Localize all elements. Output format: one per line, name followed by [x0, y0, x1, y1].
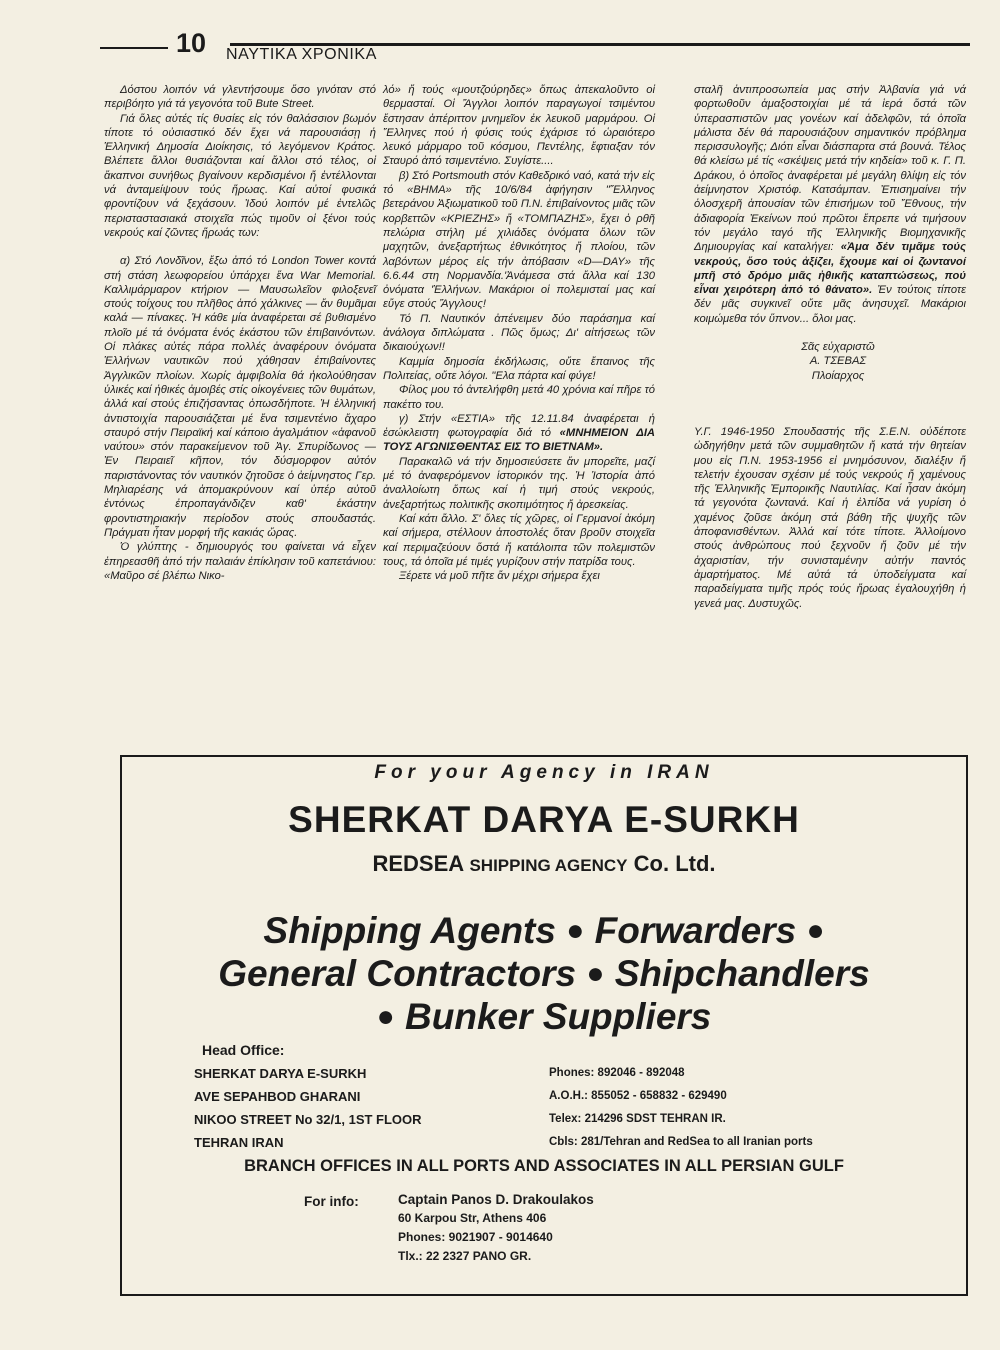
contact-line: Telex: 214296 SDST TEHRAN IR.	[549, 1113, 726, 1125]
paragraph-text: σταλῆ ἀντιπροσωπεία μας στήν Ἀλβανία γιά νά φορτωθοῦν ἁμαξοστοιχίαι μέ τά ἱερά ὅστά τῶν ὑπερασπιστῶν μας γονέων καί ἀδελφῶν, τά ὁποῖα μάλιστα δέν θά παρουσιάζουν σημαντικόν πρόβλημα περισσυλογῆς; Διότι εἶναι διάσπαρτα στά βουνά. Τέλος θά κλείσω μέ τίς «σκέψεις μετά τήν κηδεία» τοῦ κ. Γ. Π. Δράκου, ὁ ὁποῖος ἀναφέρεται μέ μεγάλη θλίψη εἰς τόν ἀείμνηστον Χριστόφ. Κατσάμπαν. Ἐπισημαίνει τήν ὁλοσχερῆ ἀπουσίαν τῶν ἐπισήμων τοῦ Ἔθνους, τήν ἀδιαφορία Ἐκείνων πού πρῶτοι ἔπρεπε νά τιμήσουν τόν μεγάλο ταγό τῆς Ἑλληνικῆς Βιομηχανικῆς Δημιουργίας καί καταλήγει:	[694, 84, 966, 254]
bullet-icon: ●	[806, 914, 825, 947]
address-line: NIKOO STREET No 32/1, 1ST FLOOR	[194, 1112, 422, 1127]
paragraph: β) Στό Portsmouth στόν Καθεδρικό ναό, κατά τήν εἰς τό «ΒΗΜΑ» τῆς 10/6/84 ἀφήγησιν "Ἕλληνος βετεράνου Ἀξιωματικοῦ τοῦ Π.Ν. ἐπιβαίνοντος μιᾶς τῶν κορβεττῶν «ΚΡΙΕΖΗΣ» ἤ «ΤΟΜΠΑΖΗΣ», ἔχει ὀ ρθῆ πελώρια στήλη μέ χιλιάδες ὀνόματα ὅλων τῶν μαχητῶν, ἀνεξαρτήτως ἐθνικότητος ἤ πλοίου, τῶν λαβόντων μέρος εἰς τήν ἀπόβασιν «D—DAY» τῆς 6.6.44 στη Νορμανδία.'Ἀνάμεσα στά ἄλλα καί 130 ὀνόματα 'Ἑλλήνων. Μακάριοι οἱ πολεμισταί μας καί εὔγε στούς Ἄγγλους!	[383, 169, 655, 311]
paragraph: Γιά ὅλες αὐτές τίς θυσίες εἰς τόν θαλάσσιον βωμόν τίποτε τό οὐσιαστικό δέν ἔχει νά παρουσιάσῃ ἡ Ἑλληνική Δημοσία Διοίκησις, τό λεγόμενον Κράτος. Βλέπετε ἄλλοι θυσιάζονται καί ἄλλοι στό τέλος, οἱ ἄκαπνοι συνήθως βγαίνουν κερδισμένοι ἤ ἐντέλλονται νά ἀνταμείψουν τούς ἥρωας. Καί αὐτοί φυσικά φροντίζουν νά ξεχάσουν. Ἰδού λοιπόν μέ ἐντελῶς περισταστασιακά στοιχεῖα πώς τιμοῦν οἱ ξένοι τούς νεκρούς καί ζῶντες ἥρωάς των:	[104, 112, 376, 239]
ad-branch-offices: BRANCH OFFICES IN ALL PORTS AND ASSOCIATES IN ALL PERSIAN GULF	[244, 1157, 844, 1175]
ad-contacts	[549, 1062, 813, 1154]
address-line: TEHRAN IRAN	[194, 1135, 284, 1150]
paragraph: λό» ἤ τούς «μουτζούρηδες» ὅπως ἀπεκαλοῦντο οἱ θερμασταί. Οἱ Ἄγγλοι λοιπόν παραγωγοί τσιμέντου ἔστησαν ἀπέριττον μνημεῖον ἐκ λευκοῦ μαρμάρου. Οἱ Ἕλληνες πού ἡ φύσις τούς ἐχάρισε τό ὡραιότερο λευκό μάρμαρο τοῦ κόσμου, Πεντέλης, ἔφτιαξαν τόν Σταυρό ἀπό τσιμεντένιο. Συγίστε....	[383, 84, 655, 168]
bold-title: «ΜΝΗΜΕΙΟΝ ΔΙΑ ΤΟΥΣ ΑΓΩΝΙΣΘΕΝΤΑΣ ΕΙΣ ΤΟ ΒΙΕΤΝΑΜ».	[383, 427, 656, 454]
paragraph: α) Στό Λονδῖνον, ἔξω ἀπό τό London Tower κοντά στή στάση λεωφορείου ὑπάρχει ἕνα War Memorial. Καλλιμάρμαρον κτήριον — Μαυσωλεῖον φιλοξενεῖ στούς τοίχους του πλῆθος ἀπό χάλκινες — ἄν θυμᾶμαι καλά — πίνακες. Ἡ κάθε μία ἀναφέρεται σέ βυθισμένο πλοῖο μέ τά ὀνόματα ἑνός ἑκάστου τῶν ἐπιβαινόντων. Οἱ πλάκες αὐτές πάρα πολλές ἀναφέρουν ὀνόματα Ἑλλήνων ναυτικῶν πού χάθησαν ἐπιβαίνοντες Ἀγγλικῶν πλοίων. Χωρίς ἀμφιβολία θά ἠκολούθησαν ὑλικές καί ἠθικές ἀμοιβές στίς οἰκογένειες τῶν θυμάτων, ἀλλά καί στούς ἐπιζήσαντας ὁπωσδήποτε. Ἡ ἑλληνική ἀντιστοιχία παρουσιάζεται μέ ἕνα τσιμεντένιο ἄχαρο σταυρό στήν Πειραϊκή καί κάποιο ἀγαλμάτιον «ἀφανοῦ ναύτου» στόν παρακείμενον τοῦ Ἀγ. Σπυρίδωνος — Ἐν Πειραιεῖ κῆπον, τόν δύσμορφον αὐτόν παριστάνοντας τόν ναυτικόν ζητοῦσε ὁ ἀείμνηστος Γερ. Μηλιαρέσης νά ἀπομακρύνουν καί ὑπέρ αὐτοῦ ἐντόνως ἐπροπαγάνδιζεν καθ' ἑκάστην φροντιστηριακήν περίοδον στούς σπουδαστάς. Πράγματι ἦταν μορφή τῆς κακιάς ὥρας.	[104, 255, 376, 539]
paragraph	[694, 83, 966, 326]
info-line: Captain Panos D. Drakoulakos	[398, 1192, 594, 1207]
service: Shipchandlers	[614, 953, 870, 994]
info-line: Tlx.: 22 2327 PANO GR.	[398, 1249, 532, 1263]
contact-line: Phones: 892046 - 892048	[549, 1067, 685, 1079]
paragraph: Ὁ γλύπτης - δημιουργός του φαίνεται νά εἶχεν ἐπηρεασθῆ ἀπό τήν παλαιάν ἐπίκλησιν τοῦ καπετάνιου: «Μαῦρο σέ βλέπω Νικο-	[104, 541, 376, 582]
contact-line: Cbls: 281/Tehran and RedSea to all Iranian ports	[549, 1136, 813, 1148]
head-office-label: Head Office:	[202, 1042, 285, 1058]
bullet-icon: ●	[376, 1000, 395, 1033]
article-column-2	[383, 83, 655, 583]
service: Shipping Agents	[263, 910, 556, 951]
address-line: SHERKAT DARYA E-SURKH	[194, 1066, 367, 1081]
signature-rank: Πλοίαρχος	[811, 369, 865, 382]
ad-subtitle	[122, 853, 966, 875]
address-line: AVE SEPAHBOD GHARANI	[194, 1089, 361, 1104]
paragraph-text: Ἐν τούτοις τίποτε δέν μᾶς συγκινεῖ οὔτε μᾶς ἀνησυχεῖ. Μακάριοι κοιμώμεθα τόν ὕπνον... ὅλοι μας.	[694, 284, 967, 325]
service: General Contractors	[218, 953, 577, 994]
ad-subtitle-small: SHIPPING AGENCY	[469, 856, 628, 875]
paragraph: Ξέρετε νά μοῦ πῆτε ἄν μέχρι σήμερα ἔχει	[399, 570, 600, 583]
signature-name: Α. ΤΣΕΒΑΣ	[809, 355, 867, 368]
header-rule-right	[230, 43, 970, 46]
paragraph: Καί κάτι ἄλλο. Σ' ὅλες τίς χῶρες, οἱ Γερμανοί ἀκόμη καί σήμερα, στέλλουν ἀποστολές ὅταν βροῦν στοιχεῖα καί περιμαζεύουν ὅστά ἤ κατάλοιπα τῶν πολεμιστῶν τους, τά ὁποῖα μέ τιμές γυρίζουν στήν πατρίδα τους.	[383, 512, 655, 568]
bold-quote: «Ἀμα δέν τιμᾶμε τούς νεκρούς, ὅσο τούς ἀξίζει, ἔχουμε καί οἱ ζωντανοί μπῆ στό δρόμο μιᾶς ἠθικῆς καταπτώσεως, πού εἶναι χειρότερη ἀπό τό θάνατο».	[694, 241, 967, 297]
signature-thanks: Σᾶς εὐχαριστῶ	[801, 341, 875, 354]
for-info-label: For info:	[304, 1194, 359, 1209]
info-line: 60 Karpou Str, Athens 406	[398, 1211, 547, 1225]
article-column-3	[694, 83, 966, 611]
ad-services-line-1	[122, 912, 966, 949]
paragraph: Τό Π. Ναυτικόν ἀπένειμεν δύο παράσημα καί ἀνάλογα διπλώματα . Πῶς ὅμως; Δι' αἰτήσεως τῶν δικαιούχων!!	[383, 312, 655, 354]
bullet-icon: ●	[586, 957, 605, 990]
paragraph: Καμμία δημοσία ἐκδήλωσις, οὔτε ἔπαινος τῆς Πολιτείας, οὔτε λόγοι. "Ελα πάρτα καί φύγε!	[383, 355, 655, 382]
ad-subtitle-end: Co. Ltd.	[633, 851, 716, 876]
ad-company-name: SHERKAT DARYA E-SURKH	[288, 799, 800, 840]
paragraph-text: γ) Στήν «ΕΣΤΙΑ» τῆς 12.11.84 ἀναφέρεται ἡ ἐσώκλειστη φωτογραφία διά τό	[383, 412, 655, 440]
advertisement-box	[120, 755, 968, 1296]
paragraph: Δόστου λοιπόν νά γλεντήσουμε ὅσο γινόταν στό περιβόητο γιά τά γεγονότα τοῦ Bute Street.	[104, 84, 376, 111]
ad-tagline: For your Agency in IRAN	[374, 762, 714, 783]
bullet-icon: ●	[566, 914, 585, 947]
page-number: 10	[176, 28, 207, 58]
service: Forwarders	[594, 910, 797, 951]
info-line: Phones: 9021907 - 9014640	[398, 1230, 553, 1244]
ad-services-line-2	[122, 955, 966, 992]
contact-line: A.O.H.: 855052 - 658832 - 629490	[549, 1090, 727, 1102]
paragraph: Παρακαλῶ νά τήν δημοσιεύσετε ἄν μπορεῖτε, μαζί μέ τό ἀναφερόμενον ἱστορικόν της. Ἡ Ἱστορία ἀπό ἀναλλοίωτη ὅπως καί ἡ τιμή στούς νεκρούς, ἀνεξαρτήτως πολιτικῆς σκοπιμότητος ἤ ἀρεσκείας.	[383, 455, 655, 511]
paragraph	[383, 412, 655, 455]
for-info-details	[398, 1190, 594, 1266]
ad-services-line-3	[122, 998, 966, 1035]
magazine-title: ΝΑΥΤΙΚΑ ΧΡΟΝΙΚΑ	[226, 46, 377, 63]
head-office-address	[194, 1062, 422, 1154]
paragraph: Φίλος μου τό ἀντελήφθη μετά 40 χρόνια καί πῆρε τό πακέττο του.	[383, 384, 655, 411]
service: Bunker Suppliers	[405, 996, 712, 1037]
article-column-1	[104, 83, 376, 583]
ad-subtitle-big: REDSEA	[372, 851, 464, 876]
postscript: Υ.Γ. 1946-1950 Σπουδαστής τῆς Σ.Ε.Ν. οὐδέποτε ὠδηγήθην μετά τῶν συμμαθητῶν ἤ κατά τήν θητείαν μου εἰς Π.Ν. 1953-1956 εἰ μνημόσυνον, διαλέξιν ἤ τελετήν ἐχουσαν σχέσιν μέ τούς νεκρούς ἤ χαμένους τῆς Ἑλληνικῆς Ἐμπορικῆς Ναυτιλίας. Καί ἦσαν ἀκόμη τά γεγονότα ζωντανά. Καί ἡ ἐλπίδα νά γυρίση ὁ χαμένος ζοῦσε ἀκόμη στά βάθη τῆς ψυχῆς τῶν ἀποφανισθέντων. Ἀλλά καί τότε τίποτε. Ἀλλοίμονο στούς ἀνθρώπους πού ξεχνοῦν ἤ ζοῦν μέ τήν ἀχαριστίαν, τήν συνισταμένην αὐτήν παντός ἁμαρτήματος. Μέ αὐτά τά ὑποδείγματα καί παραδείγματα τιμῆς πρός τούς ἥρωας ἐγαλουχήθη ἡ γενεά μας. Δυστυχῶς.	[694, 425, 966, 610]
header-rule-left	[100, 47, 168, 49]
